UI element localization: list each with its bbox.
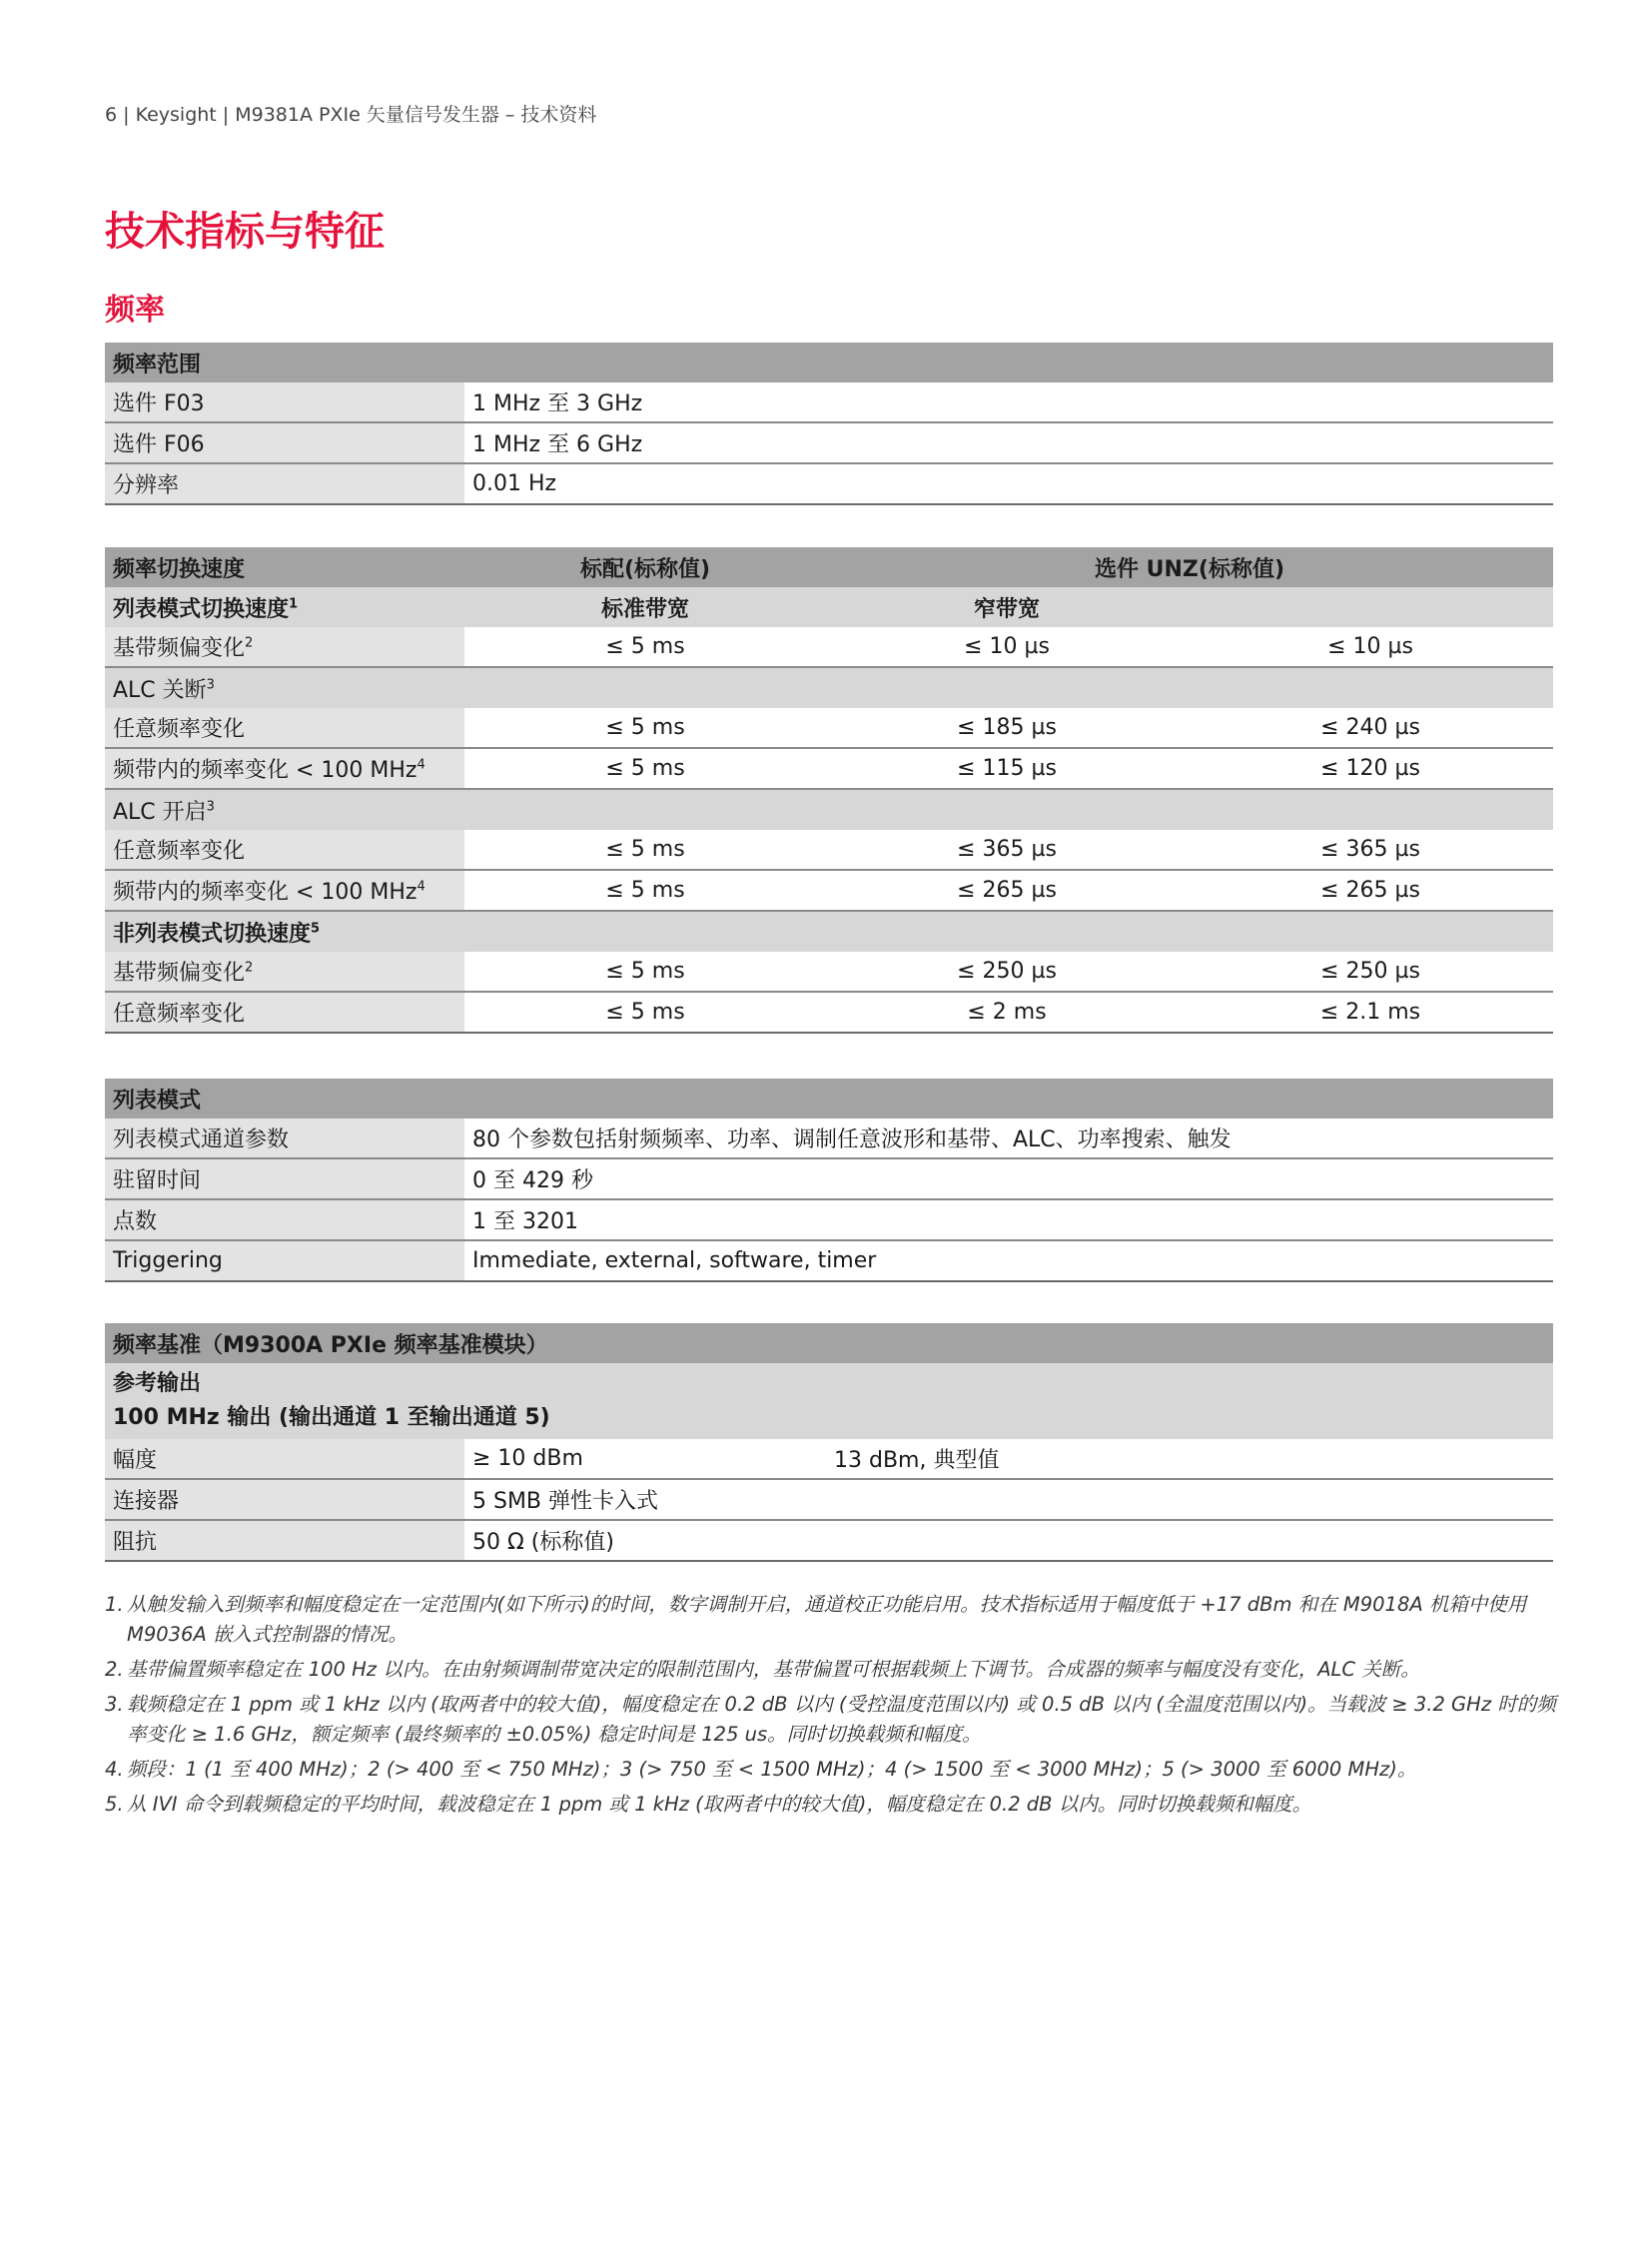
footnote-ref: 3 [206, 677, 215, 693]
cell-standard-bw: ≤ 10 µs [826, 627, 1188, 667]
freq-range-table [105, 343, 1553, 505]
footnote-item: 1. 从触发输入到频率和幅度稳定在一定范围内(如下所示)的时间，数字调制开启，通道校正功能启用。技术指标适用于幅度低于 +17 dBm 和在 M9018A 机箱中使用 M9036A 嵌入式控制器的情况。 [105, 1593, 1527, 1646]
col-unz-header: 选件 UNZ(标称值) [826, 547, 1553, 587]
freq-reference-title: 频率基准（M9300A PXIe 频率基准模块） [105, 1323, 1553, 1363]
narrow-bw-subheader: 窄带宽 [826, 587, 1188, 627]
footnote-ref: 2 [245, 635, 254, 651]
row-value: 50 Ω (标称值) [464, 1520, 1553, 1561]
row-label: 点数 [105, 1199, 464, 1240]
cell-standard: ≤ 5 ms [464, 627, 826, 667]
footnote-ref: 3 [206, 799, 215, 815]
row-label: 分辨率 [105, 463, 464, 504]
cell-standard: ≤ 5 ms [464, 708, 826, 748]
cell-standard: ≤ 5 ms [464, 748, 826, 789]
cell-standard-bw: ≤ 265 µs [826, 870, 1188, 911]
row-value: 1 至 3201 [464, 1199, 1553, 1240]
row-value: 80 个参数包括射频频率、功率、调制任意波形和基带、ALC、功率搜索、触发 [464, 1119, 1553, 1158]
footnote-item: 2. 基带偏置频率稳定在 100 Hz 以内。在由射频调制带宽决定的限制范围内，基带偏置可根据载频上下调节。合成器的频率与幅度没有变化，ALC 关断。 [105, 1658, 1420, 1681]
footnote-ref: 1 [289, 596, 299, 612]
cell-narrow-bw: ≤ 265 µs [1188, 870, 1553, 911]
row-label: 选件 F03 [105, 382, 464, 422]
row-value: 1 MHz 至 6 GHz [464, 422, 1553, 463]
list-mode-title: 列表模式 [105, 1079, 1553, 1119]
cell-narrow-bw: ≤ 120 µs [1188, 748, 1553, 789]
ref-output-subheader [105, 1363, 1553, 1439]
row-label: 幅度 [105, 1439, 464, 1479]
standard-bw-subheader: 标准带宽 [464, 587, 826, 627]
list-mode-subheader: 列表模式切换速度$^1$ [105, 587, 464, 627]
ref-100mhz-label: 100 MHz 输出 (输出通道 1 至输出通道 5) [113, 1405, 550, 1430]
cell-standard-bw: ≤ 365 µs [826, 830, 1188, 870]
cell-standard-bw: ≤ 2 ms [826, 992, 1188, 1033]
footnote-item: 5. 从 IVI 命令到载频稳定的平均时间，载波稳定在 1 ppm 或 1 kHz (取两者中的较大值)，幅度稳定在 0.2 dB 以内。同时切换载频和幅度。 [105, 1793, 1312, 1816]
row-label: 频带内的频率变化 < 100 MHz$^4$ [105, 870, 464, 911]
col-standard-header: 标配(标称值) [464, 547, 826, 587]
cell-standard-bw: ≤ 185 µs [826, 708, 1188, 748]
cell-narrow-bw: ≤ 2.1 ms [1188, 992, 1553, 1033]
row-label: 连接器 [105, 1479, 464, 1520]
row-label: Triggering [105, 1240, 464, 1281]
row-value: 0.01 Hz [464, 463, 1553, 504]
freq-reference-table [105, 1323, 1553, 1562]
footnotes [105, 1590, 1563, 1825]
row-label: 列表模式通道参数 [105, 1119, 464, 1158]
cell-standard: ≤ 5 ms [464, 952, 826, 992]
row-value: 5 SMB 弹性卡入式 [464, 1479, 1553, 1520]
footnote-ref: 4 [416, 879, 425, 895]
row-label: 驻留时间 [105, 1158, 464, 1199]
footnote-item: 4. 频段：1 (1 至 400 MHz)；2 (> 400 至 < 750 MHz)；3 (> 750 至 < 1500 MHz)；4 (> 1500 至 < 3000 MHz)；5 (> 3000 至 6000 MHz)。 [105, 1758, 1417, 1781]
row-label: 基带频偏变化$^2$ [105, 627, 464, 667]
cell-narrow-bw: ≤ 250 µs [1188, 952, 1553, 992]
row-value: ≥ 10 dBm [464, 1439, 826, 1479]
cell-standard: ≤ 5 ms [464, 992, 826, 1033]
list-mode-table [105, 1079, 1553, 1282]
switching-title: 频率切换速度 [105, 547, 464, 587]
row-label: 选件 F06 [105, 422, 464, 463]
row-value: 1 MHz 至 3 GHz [464, 382, 1553, 422]
row-value: 0 至 429 秒 [464, 1158, 1553, 1199]
cell-standard-bw: ≤ 115 µs [826, 748, 1188, 789]
footnote-ref: 2 [245, 960, 254, 976]
switching-speed-table [105, 547, 1553, 1034]
row-extra-value: 13 dBm, 典型值 [826, 1439, 1553, 1479]
row-label: 阻抗 [105, 1520, 464, 1561]
row-label: 频带内的频率变化 < 100 MHz$^4$ [105, 748, 464, 789]
main-title: 技术指标与特征 [105, 209, 385, 255]
cell-standard-bw: ≤ 250 µs [826, 952, 1188, 992]
alc-off-subheader: ALC 关断$^3$ [105, 667, 464, 708]
ref-output-label: 参考输出 [113, 1371, 202, 1396]
row-value: Immediate, external, software, timer [464, 1240, 1553, 1281]
page-header: 6 | Keysight | M9381A PXIe 矢量信号发生器 – 技术资料 [105, 104, 597, 126]
freq-range-title: 频率范围 [105, 343, 1553, 382]
footnote-ref: 5 [311, 921, 321, 937]
row-label: 任意频率变化 [105, 708, 464, 748]
footnote-ref: 4 [416, 757, 425, 773]
cell-standard: ≤ 5 ms [464, 870, 826, 911]
alc-on-subheader: ALC 开启$^3$ [105, 789, 464, 830]
row-label: 任意频率变化 [105, 830, 464, 870]
row-label: 任意频率变化 [105, 992, 464, 1033]
cell-standard: ≤ 5 ms [464, 830, 826, 870]
section-title: 频率 [105, 293, 165, 328]
cell-narrow-bw: ≤ 10 µs [1188, 627, 1553, 667]
non-list-subheader: 非列表模式切换速度$^5$ [105, 911, 464, 952]
row-label: 基带频偏变化$^2$ [105, 952, 464, 992]
cell-narrow-bw: ≤ 240 µs [1188, 708, 1553, 748]
footnote-item: 3. 载频稳定在 1 ppm 或 1 kHz 以内 (取两者中的较大值)，幅度稳定在 0.2 dB 以内 (受控温度范围以内) 或 0.5 dB 以内 (全温度范围以内)。当载波 ≥ 3.2 GHz 时的频率变化 ≥ 1.6 GHz，额定频率 (最终频率的 ±0.05%) 稳定时间是 125 us。同时切换载频和幅度。 [105, 1693, 1556, 1746]
cell-narrow-bw: ≤ 365 µs [1188, 830, 1553, 870]
